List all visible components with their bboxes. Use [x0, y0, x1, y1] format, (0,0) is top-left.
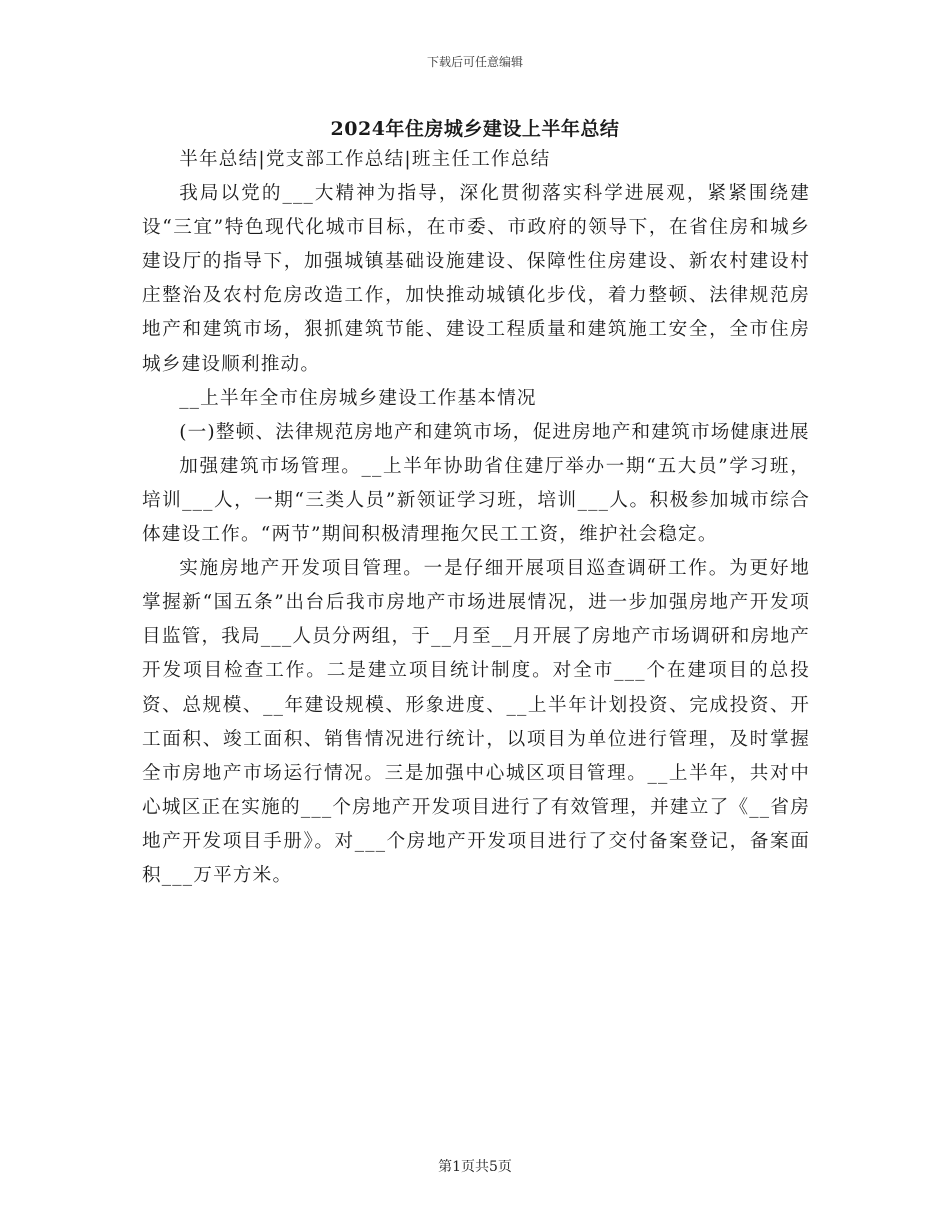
paragraph-real-estate-projects: 实施房地产开发项目管理。一是仔细开展项目巡查调研工作。为更好地掌握新“国五条”出台后我市房地产市场进展情况，进一步加强房地产开发项目监管，我局___人员分两组，于__月至__月开展了房地产市场调研和房地产开发项目检查工作。二是建立项目统计制度。对全市___个在建项目的总投资、总规模、__年建设规模、形象进度、__上半年计划投资、完成投资、开工面积、竣工面积、销售情况进行统计，以项目为单位进行管理，及时掌握全市房地产市场运行情况。三是加强中心城区项目管理。__上半年，共对中心城区正在实施的___个房地产开发项目进行了有效管理，并建立了《__省房地产开发项目手册》。对___个房地产开发项目进行了交付备案登记，备案面积___万平方米。 — [142, 558, 810, 886]
paragraph-intro: 我局以党的___大精神为指导，深化贯彻落实科学进展观，紧紧围绕建设“三宜”特色现代化城市目标，在市委、市政府的领导下，在省住房和城乡建设厅的指导下，加强城镇基础设施建设、保障性住房建设、新农村建设村庄整治及农村危房改造工作，加快推动城镇化步伐，着力整顿、法律规范房地产和建筑市场，狠抓建筑节能、建设工程质量和建筑施工安全，全市住房城乡建设顺利推动。 — [142, 183, 810, 375]
document-title: 2024年住房城乡建设上半年总结 — [330, 118, 620, 140]
paragraph-construction-market: 加强建筑市场管理。__上半年协助省住建厅举办一期“五大员”学习班，培训___人，一期“三类人员”新领证学习班，培训___人。积极参加城市综合体建设工作。“两节”期间积极清理拖欠民工工资，维护社会稳定。 — [142, 455, 810, 546]
paragraph-tags: 半年总结|党支部工作总结|班主任工作总结 — [179, 149, 551, 170]
header-note: 下载后可任意编辑 — [426, 55, 523, 69]
subsection-heading: (一)整顿、法律规范房地产和建筑市场，促进房地产和建筑市场健康进展 — [179, 421, 810, 443]
page-number: 第1页共5页 — [438, 1159, 512, 1175]
document-body — [142, 143, 810, 893]
section-heading: __上半年全市住房城乡建设工作基本情况 — [179, 387, 537, 409]
